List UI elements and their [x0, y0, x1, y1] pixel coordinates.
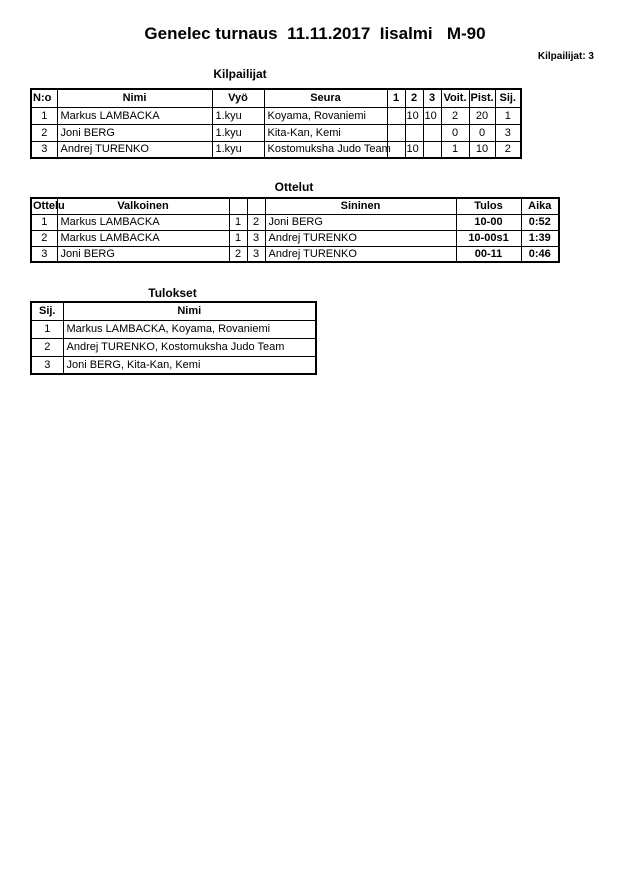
column-header-voit: Voit.: [441, 89, 469, 107]
cell-sij: 1: [495, 107, 521, 124]
cell-sij: 3: [495, 124, 521, 141]
cell-sininen: Joni BERG: [265, 214, 456, 230]
column-header-vyo: Vyö: [212, 89, 264, 107]
kilpailijat-header-row: [31, 89, 521, 107]
cell-nimi: Joni BERG, Kita-Kan, Kemi: [63, 356, 316, 374]
column-header-aika: Aika: [521, 198, 559, 214]
cell-voit: 0: [441, 124, 469, 141]
column-header-white-no: [229, 198, 247, 214]
column-header-2: 2: [405, 89, 423, 107]
table-row: [31, 246, 559, 262]
cell-no: 2: [31, 124, 57, 141]
table-row: [31, 214, 559, 230]
cell-nimi: Markus LAMBACKA, Koyama, Rovaniemi: [63, 320, 316, 338]
table-row: [31, 230, 559, 246]
cell-sij: 2: [495, 141, 521, 158]
column-header-valkoinen: Valkoinen: [57, 198, 229, 214]
column-header-no: N:o: [31, 89, 57, 107]
cell-aika: 1:39: [521, 230, 559, 246]
table-row: [31, 124, 521, 141]
column-header-seura: Seura: [264, 89, 387, 107]
cell-score-2: [405, 124, 423, 141]
ottelut-header-row: [31, 198, 559, 214]
cell-vyo: 1.kyu: [212, 124, 264, 141]
column-header-sininen: Sininen: [265, 198, 456, 214]
table-row: [31, 320, 316, 338]
column-header-pist: Pist.: [469, 89, 495, 107]
column-header-sij: Sij.: [495, 89, 521, 107]
table-row: [31, 107, 521, 124]
cell-no: 1: [31, 107, 57, 124]
table-row: [31, 338, 316, 356]
cell-sij: 2: [31, 338, 63, 356]
cell-aika: 0:52: [521, 214, 559, 230]
cell-white-no: 1: [229, 214, 247, 230]
cell-blue-no: 3: [247, 230, 265, 246]
column-header-ottelu: Ottelu: [31, 198, 57, 214]
cell-vyo: 1.kyu: [212, 141, 264, 158]
cell-sij: 3: [31, 356, 63, 374]
cell-seura: Kostomuksha Judo Team: [264, 141, 387, 158]
cell-tulos: 00-11: [456, 246, 521, 262]
cell-valkoinen: Joni BERG: [57, 246, 229, 262]
cell-voit: 1: [441, 141, 469, 158]
ottelut-heading: Ottelut: [274, 180, 314, 194]
tulokset-table: [30, 301, 317, 375]
page-title: Genelec turnaus 11.11.2017 Iisalmi M-90: [144, 24, 486, 43]
cell-tulos: 10-00: [456, 214, 521, 230]
column-header-sij: Sij.: [31, 302, 63, 320]
cell-seura: Koyama, Rovaniemi: [264, 107, 387, 124]
cell-score-3: [423, 124, 441, 141]
cell-pist: 20: [469, 107, 495, 124]
cell-valkoinen: Markus LAMBACKA: [57, 214, 229, 230]
cell-pist: 10: [469, 141, 495, 158]
cell-score-3: 10: [423, 107, 441, 124]
column-header-nimi: Nimi: [57, 89, 212, 107]
column-header-3: 3: [423, 89, 441, 107]
kilpailijat-heading: Kilpailijat: [213, 67, 267, 81]
ottelut-table: [30, 197, 560, 263]
cell-valkoinen: Markus LAMBACKA: [57, 230, 229, 246]
cell-sininen: Andrej TURENKO: [265, 246, 456, 262]
cell-white-no: 2: [229, 246, 247, 262]
cell-aika: 0:46: [521, 246, 559, 262]
cell-seura: Kita-Kan, Kemi: [264, 124, 387, 141]
cell-sij: 1: [31, 320, 63, 338]
column-header-1: 1: [387, 89, 405, 107]
cell-score-1: [387, 124, 405, 141]
cell-no: 3: [31, 141, 57, 158]
cell-sininen: Andrej TURENKO: [265, 230, 456, 246]
table-row: [31, 356, 316, 374]
cell-vyo: 1.kyu: [212, 107, 264, 124]
cell-nimi: Andrej TURENKO, Kostomuksha Judo Team: [63, 338, 316, 356]
column-header-nimi: Nimi: [63, 302, 316, 320]
cell-pist: 0: [469, 124, 495, 141]
cell-blue-no: 3: [247, 246, 265, 262]
cell-white-no: 1: [229, 230, 247, 246]
competitors-count: Kilpailijat: 3: [537, 51, 594, 62]
cell-blue-no: 2: [247, 214, 265, 230]
cell-tulos: 10-00s1: [456, 230, 521, 246]
cell-nimi: Markus LAMBACKA: [57, 107, 212, 124]
cell-nimi: Joni BERG: [57, 124, 212, 141]
table-row: [31, 141, 521, 158]
kilpailijat-table: [30, 88, 522, 159]
cell-nimi: Andrej TURENKO: [57, 141, 212, 158]
cell-score-1: [387, 107, 405, 124]
cell-score-2: 10: [405, 141, 423, 158]
cell-score-3: [423, 141, 441, 158]
column-header-blue-no: [247, 198, 265, 214]
tulokset-header-row: [31, 302, 316, 320]
cell-match-no: 2: [31, 230, 57, 246]
cell-voit: 2: [441, 107, 469, 124]
cell-score-2: 10: [405, 107, 423, 124]
cell-match-no: 1: [31, 214, 57, 230]
column-header-tulos: Tulos: [456, 198, 521, 214]
tulokset-heading: Tulokset: [148, 286, 197, 300]
cell-match-no: 3: [31, 246, 57, 262]
